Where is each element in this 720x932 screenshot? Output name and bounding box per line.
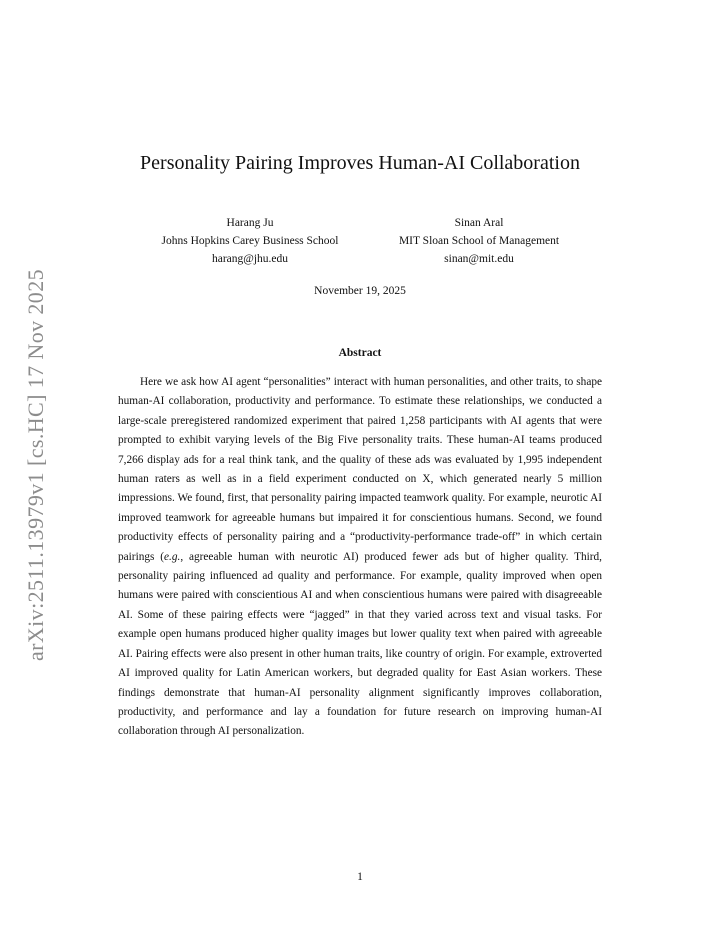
author-affiliation: Johns Hopkins Carey Business School — [161, 235, 339, 247]
author-block — [372, 214, 586, 268]
abstract-eg: e.g. — [164, 550, 181, 563]
author-name: Harang Ju — [226, 217, 274, 229]
abstract-text: Here we ask how AI agent “personalities” interact with human personalities, and other traits, to shape human-AI collaboration, productivity and performance. To estimate these relationships, we conducted a large-scale preregistered randomized experiment that paired 1,258 participants with AI agents that were prompted to exhibit varying levels of the Big Five personality traits. These human-AI teams produced 7,266 display ads for a real think tank, and the quality of these ads was evaluated by 1,995 independent human raters as well as in a field experiment conducted on X, which generated nearly 5 million impressions. We found, first, that personality pairing impacted teamwork quality. For example, neurotic AI improved teamwork for agreeable humans but impaired it for conscientious humans. Second, we found productivity effects of personality pairing and a “productivity-performance trade-off” in which certain pairings ( — [118, 376, 602, 563]
abstract-heading: Abstract — [338, 347, 382, 359]
abstract-text: , agreeable human with neurotic AI) produced fewer ads but of higher quality. Third, personality pairing influenced ad quality and performance. For example, quality improved when open humans were paired with conscientious AI and when conscientious humans were paired with disagreeable AI. Some of these pairing effects were “jagged” in that they varied across text and visual tasks. For example open humans produced higher quality images but lower quality text when paired with agreeable AI. Pairing effects were also present in other human traits, like country of origin. For example, extroverted AI improved quality for Latin American workers, but degraded quality for East Asian workers. These findings demonstrate that human-AI personality alignment significantly improves collaboration, productivity, and performance and lay a foundation for future research on improving human-AI collaboration through AI personalization. — [118, 550, 603, 738]
author-name: Sinan Aral — [454, 217, 504, 229]
abstract-body — [118, 373, 602, 742]
arxiv-identifier-stamp: arXiv:2511.13979v1 [cs.HC] 17 Nov 2025 — [23, 268, 48, 662]
publication-date: November 19, 2025 — [314, 285, 406, 297]
author-affiliation: MIT Sloan School of Management — [398, 235, 560, 247]
paper-title: Personality Pairing Improves Human-AI Collaboration — [140, 152, 580, 174]
author-email: harang@jhu.edu — [211, 253, 289, 265]
author-block — [140, 214, 360, 268]
author-email: sinan@mit.edu — [444, 253, 514, 265]
page-number: 1 — [357, 871, 363, 883]
